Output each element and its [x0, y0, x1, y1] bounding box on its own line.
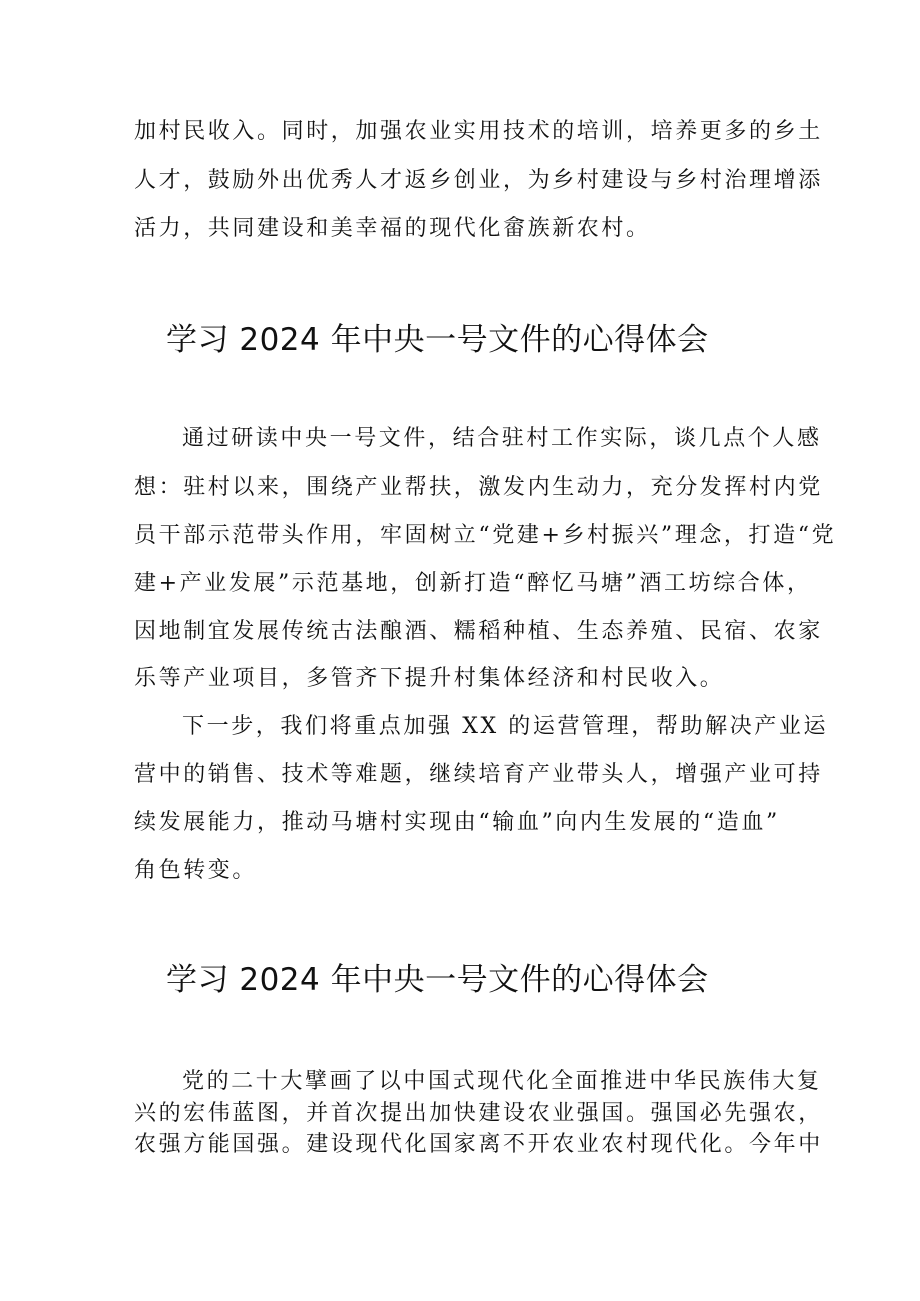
text-line: 活力，共同建设和美幸福的现代化畲族新农村。: [134, 216, 651, 241]
text-line: 加村民收入。同时，加强农业实用技术的培训，培养更多的乡土: [134, 119, 823, 144]
text-line: 想：驻村以来，围绕产业帮扶，激发内生动力，充分发挥村内党: [134, 475, 823, 500]
text-line: 乐等产业项目，多管齐下提升村集体经济和村民收入。: [134, 666, 725, 691]
text-line: 营中的销售、技术等难题，继续培育产业带头人，增强产业可持: [134, 762, 823, 787]
text-line: 角色转变。: [134, 858, 258, 883]
text-line: 农强方能国强。建设现代化国家离不开农业农村现代化。今年中: [134, 1132, 823, 1157]
text-line: 因地制宜发展传统古法酿酒、糯稻种植、生态养殖、民宿、农家: [134, 619, 823, 644]
text-line: 续发展能力，推动马塘村实现由“输血”向内生发展的“造血”: [134, 810, 780, 835]
text-line: 员干部示范带头作用，牢固树立“党建+乡村振兴”理念，打造“党: [134, 523, 837, 548]
text-line: 通过研读中央一号文件，结合驻村工作实际，谈几点个人感: [182, 426, 822, 451]
text-line: 人才，鼓励外出优秀人才返乡创业，为乡村建设与乡村治理增添: [134, 168, 823, 193]
article-title: 学习 2024 年中央一号文件的心得体会: [166, 322, 709, 358]
text-line: 建+产业发展”示范基地，创新打造“醉忆马塘”酒工坊综合体，: [134, 571, 812, 596]
text-line: 兴的宏伟蓝图，并首次提出加快建设农业强国。强国必先强农，: [134, 1101, 823, 1126]
article-title: 学习 2024 年中央一号文件的心得体会: [166, 962, 709, 998]
text-line: 党的二十大擘画了以中国式现代化全面推进中华民族伟大复: [182, 1069, 822, 1094]
text-line: 下一步，我们将重点加强 XX 的运营管理，帮助解决产业运: [182, 714, 829, 739]
